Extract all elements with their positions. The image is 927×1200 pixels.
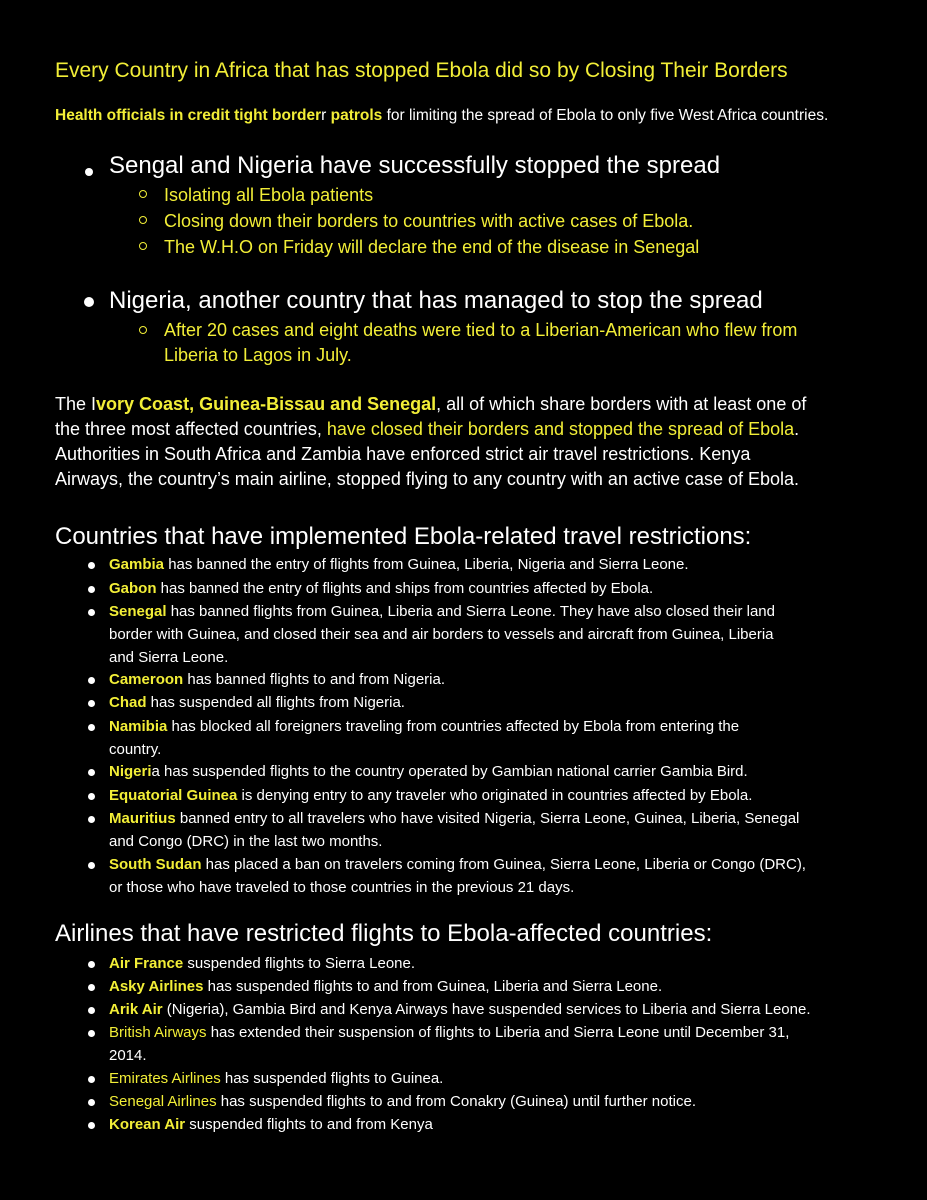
bullet-dot <box>88 1007 95 1014</box>
bullet-dot <box>85 168 93 176</box>
section1-item-3: The W.H.O on Friday will declare the end of the disease in Senegal <box>164 237 700 257</box>
country-name: Equatorial Guinea <box>109 787 238 804</box>
country-name: Gabon <box>109 580 157 597</box>
paragraph-line2-plain: the three most affected countries, <box>55 419 327 439</box>
paragraph-line-3: Authorities in South Africa and Zambia have enforced strict air travel restrictions. Kenya <box>55 444 751 464</box>
airline-name: Arik Air <box>109 1001 163 1018</box>
sub-bullet-ring <box>139 326 147 334</box>
bullet-dot <box>88 862 95 869</box>
airline-text: has suspended flights to and from Guinea, Liberia and Sierra Leone. <box>203 978 663 995</box>
country-item <box>109 810 799 827</box>
airlines-heading: Airlines that have restricted flights to Ebola-affected countries: <box>55 920 713 947</box>
country-text: has banned flights to and from Nigeria. <box>183 671 446 688</box>
country-item <box>109 763 748 780</box>
sub-bullet-ring <box>139 216 147 224</box>
country-name: South Sudan <box>109 856 202 873</box>
section1-item-2: Closing down their borders to countries with active cases of Ebola. <box>164 211 694 231</box>
airline-text: has extended their suspension of flights to Liberia and Sierra Leone until December 31, <box>206 1024 790 1041</box>
country-text: has banned flights from Guinea, Liberia and Sierra Leone. They have also closed their land <box>166 603 775 620</box>
country-name: Chad <box>109 694 147 711</box>
paragraph-countries: vory Coast, Guinea-Bissau and Senegal <box>96 394 437 414</box>
airline-item-continuation: 2014. <box>109 1047 147 1064</box>
sub-bullet-ring <box>139 190 147 198</box>
country-text: has blocked all foreigners traveling from countries affected by Ebola from entering the <box>167 718 740 735</box>
country-text: has placed a ban on travelers coming from Guinea, Sierra Leone, Liberia or Congo (DRC), <box>201 856 806 873</box>
airline-item <box>109 1001 811 1018</box>
bullet-dot <box>88 961 95 968</box>
airline-name: Korean Air <box>109 1116 186 1133</box>
bullet-dot <box>88 586 95 593</box>
section1-item-1: Isolating all Ebola patients <box>164 185 374 205</box>
bullet-dot <box>88 562 95 569</box>
airline-item <box>109 1093 696 1110</box>
paragraph-line-1 <box>55 393 806 416</box>
intro-plain-mid: r <box>321 107 327 124</box>
country-item <box>109 556 689 573</box>
country-item <box>109 856 806 873</box>
document-title: Every Country in Africa that has stopped Ebola did so by Closing Their Borders <box>55 59 788 82</box>
countries-heading: Countries that have implemented Ebola-related travel restrictions: <box>55 523 752 550</box>
country-name: Cameroon <box>109 671 184 688</box>
country-name: Nigeri <box>109 763 152 780</box>
country-item-continuation: or those who have traveled to those countries in the previous 21 days. <box>109 879 575 896</box>
intro-line <box>55 107 828 125</box>
section2-item-line2: Liberia to Lagos in July. <box>164 345 352 365</box>
country-item <box>109 787 752 804</box>
intro-highlight: Health officials in credit tight border <box>55 107 322 124</box>
country-name: Mauritius <box>109 810 176 827</box>
airline-item <box>109 1070 443 1087</box>
country-text: has suspended all flights from Nigeria. <box>146 694 405 711</box>
intro-rest: for limiting the spread of Ebola to only five West Africa countries. <box>382 107 829 124</box>
airline-text: suspended flights to Sierra Leone. <box>183 955 416 972</box>
airline-name: Air France <box>109 955 184 972</box>
airline-name: British Airways <box>109 1024 207 1041</box>
country-item-continuation: country. <box>109 741 162 758</box>
bullet-dot <box>88 677 95 684</box>
airline-item <box>109 1116 433 1133</box>
country-text: has banned the entry of flights and ships from countries affected by Ebola. <box>156 580 654 597</box>
country-item-continuation: border with Guinea, and closed their sea and air borders to vessels and aircraft from Guinea, Liberia <box>109 626 774 643</box>
paragraph-line2-highlight: have closed their borders and stopped the spread of Ebola <box>326 419 795 439</box>
bullet-dot <box>88 609 95 616</box>
bullet-dot <box>88 1030 95 1037</box>
bullet-dot <box>88 769 95 776</box>
paragraph-line2-end: . <box>794 419 800 439</box>
country-item <box>109 603 775 620</box>
country-text: has suspended flights to the country operated by Gambian national carrier Gambia Bird. <box>159 763 748 780</box>
airline-name: Asky Airlines <box>109 978 204 995</box>
country-name: Senegal <box>109 603 167 620</box>
country-item <box>109 580 653 597</box>
country-text: has banned the entry of flights from Guinea, Liberia, Nigeria and Sierra Leone. <box>164 556 689 573</box>
country-name: Namibia <box>109 718 168 735</box>
country-item <box>109 671 445 688</box>
section2-item-line1: After 20 cases and eight deaths were tied to a Liberian-American who flew from <box>164 320 798 340</box>
country-text: is denying entry to any traveler who originated in countries affected by Ebola. <box>237 787 753 804</box>
paragraph-line-2 <box>55 418 799 441</box>
airline-name: Emirates Airlines <box>109 1070 221 1087</box>
country-item-continuation: and Sierra Leone. <box>109 649 229 666</box>
bullet-dot <box>84 297 94 307</box>
bullet-dot <box>88 1122 95 1129</box>
bullet-dot <box>88 1076 95 1083</box>
bullet-dot <box>88 984 95 991</box>
bullet-dot <box>88 724 95 731</box>
country-item <box>109 694 405 711</box>
paragraph-p3: , all of which share borders with at least one of <box>436 394 807 414</box>
country-text: banned entry to all travelers who have visited Nigeria, Sierra Leone, Guinea, Liberia, Senegal <box>175 810 800 827</box>
sub-bullet-ring <box>139 242 147 250</box>
paragraph-p1: The I <box>55 394 97 414</box>
airline-name: Senegal Airlines <box>109 1093 217 1110</box>
airline-item <box>109 978 662 995</box>
country-item-continuation: and Congo (DRC) in the last two months. <box>109 833 383 850</box>
airline-text: suspended flights to and from Kenya <box>185 1116 433 1133</box>
intro-highlight-2: patrols <box>326 107 383 124</box>
airline-item <box>109 1024 789 1041</box>
paragraph-line-4: Airways, the country’s main airline, stopped flying to any country with an active case of Ebola. <box>55 469 800 489</box>
bullet-dot <box>88 816 95 823</box>
bullet-dot <box>88 1099 95 1106</box>
airline-text: has suspended flights to Guinea. <box>220 1070 444 1087</box>
bullet-dot <box>88 793 95 800</box>
airline-text: (Nigeria), Gambia Bird and Kenya Airways have suspended services to Liberia and Sierra Leone. <box>162 1001 811 1018</box>
country-item <box>109 718 739 735</box>
country-name-plain: a <box>151 763 160 780</box>
airline-item <box>109 955 415 972</box>
airline-text: has suspended flights to and from Conakry (Guinea) until further notice. <box>216 1093 696 1110</box>
section1-heading: Sengal and Nigeria have successfully stopped the spread <box>109 152 721 179</box>
country-name: Gambia <box>109 556 165 573</box>
bullet-dot <box>88 700 95 707</box>
section2-heading: Nigeria, another country that has managed to stop the spread <box>109 287 763 314</box>
